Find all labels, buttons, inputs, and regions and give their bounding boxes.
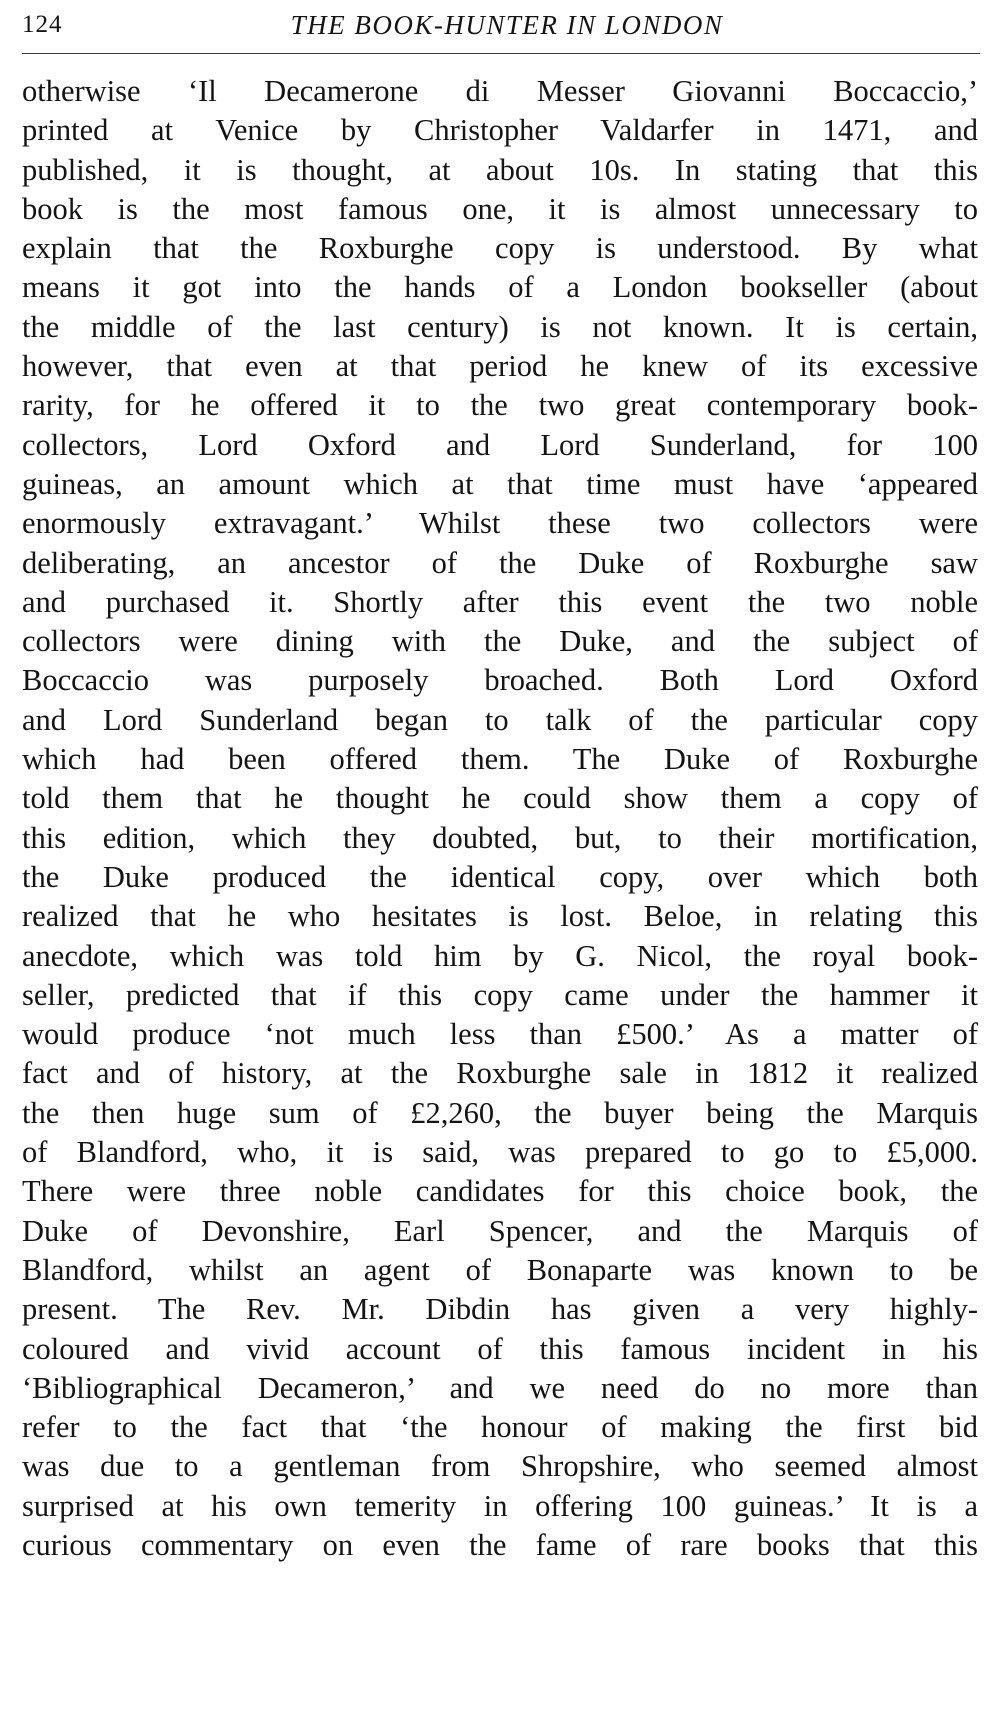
text-line: anecdote, which was told him by G. Nicol, the royal book- bbox=[22, 938, 978, 973]
text-line: rarity, for he offered it to the two great contemporary book- bbox=[22, 388, 978, 423]
text-line: realized that he who hesitates is lost. Beloe, in relating this bbox=[22, 899, 978, 934]
text-line: Duke of Devonshire, Earl Spencer, and the Marquis of bbox=[22, 1213, 978, 1248]
text-line: however, that even at that period he knew of its excessive bbox=[22, 349, 978, 384]
text-line: published, it is thought, at about 10s. In stating that this bbox=[22, 152, 978, 187]
text-line: ‘Bibliographical Decameron,’ and we need do no more than bbox=[22, 1370, 978, 1405]
text-line: the middle of the last century) is not known. It is certain, bbox=[22, 309, 978, 344]
text-line: collectors were dining with the Duke, and the subject of bbox=[22, 624, 978, 659]
text-line: surprised at his own temerity in offering 100 guineas.’ It is a bbox=[22, 1488, 978, 1523]
text-line: guineas, an amount which at that time must have ‘appeared bbox=[22, 466, 978, 501]
text-line: Boccaccio was purposely broached. Both Lord Oxford bbox=[22, 663, 978, 698]
text-line: of Blandford, who, it is said, was prepared to go to £5,000. bbox=[22, 1135, 978, 1170]
text-line: curious commentary on even the fame of rare books that this bbox=[22, 1527, 978, 1562]
text-line: There were three noble candidates for this choice book, the bbox=[22, 1174, 978, 1209]
text-line: the then huge sum of £2,260, the buyer being the Marquis bbox=[22, 1095, 978, 1130]
text-line: and Lord Sunderland began to talk of the particular copy bbox=[22, 702, 978, 737]
text-line: otherwise ‘Il Decamerone di Messer Giovanni Boccaccio,’ bbox=[22, 74, 978, 108]
header-rule bbox=[22, 53, 980, 54]
text-line: the Duke produced the identical copy, over which both bbox=[22, 859, 978, 894]
text-line: Blandford, whilst an agent of Bonaparte was known to be bbox=[22, 1252, 978, 1287]
text-line: deliberating, an ancestor of the Duke of Roxburghe saw bbox=[22, 545, 978, 580]
text-line: which had been offered them. The Duke of Roxburghe bbox=[22, 742, 978, 777]
text-line: enormously extravagant.’ Whilst these two collectors were bbox=[22, 506, 978, 541]
text-line: explain that the Roxburghe copy is understood. By what bbox=[22, 231, 978, 266]
text-line: was due to a gentleman from Shropshire, who seemed almost bbox=[22, 1449, 978, 1484]
text-line: refer to the fact that ‘the honour of making the first bid bbox=[22, 1410, 978, 1445]
body-text bbox=[22, 72, 978, 1565]
text-line: and purchased it. Shortly after this event the two noble bbox=[22, 584, 978, 619]
page-number: 124 bbox=[22, 11, 63, 38]
text-line: coloured and vivid account of this famous incident in his bbox=[22, 1331, 978, 1366]
text-line: told them that he thought he could show them a copy of bbox=[22, 781, 978, 816]
running-head bbox=[22, 6, 980, 44]
text-line: this edition, which they doubted, but, to their mortification, bbox=[22, 820, 978, 855]
text-line: present. The Rev. Mr. Dibdin has given a very highly- bbox=[22, 1292, 978, 1327]
text-line: printed at Venice by Christopher Valdarfer in 1471, and bbox=[22, 113, 978, 148]
text-line: fact and of history, at the Roxburghe sale in 1812 it realized bbox=[22, 1056, 978, 1091]
text-line: would produce ‘not much less than £500.’ As a matter of bbox=[22, 1017, 978, 1052]
text-line: book is the most famous one, it is almost unnecessary to bbox=[22, 191, 978, 226]
text-line: means it got into the hands of a London bookseller (about bbox=[22, 270, 978, 305]
running-title: THE BOOK-HUNTER IN LONDON bbox=[290, 10, 724, 40]
text-line: collectors, Lord Oxford and Lord Sunderland, for 100 bbox=[22, 427, 978, 462]
text-line: seller, predicted that if this copy came under the hammer it bbox=[22, 977, 978, 1012]
